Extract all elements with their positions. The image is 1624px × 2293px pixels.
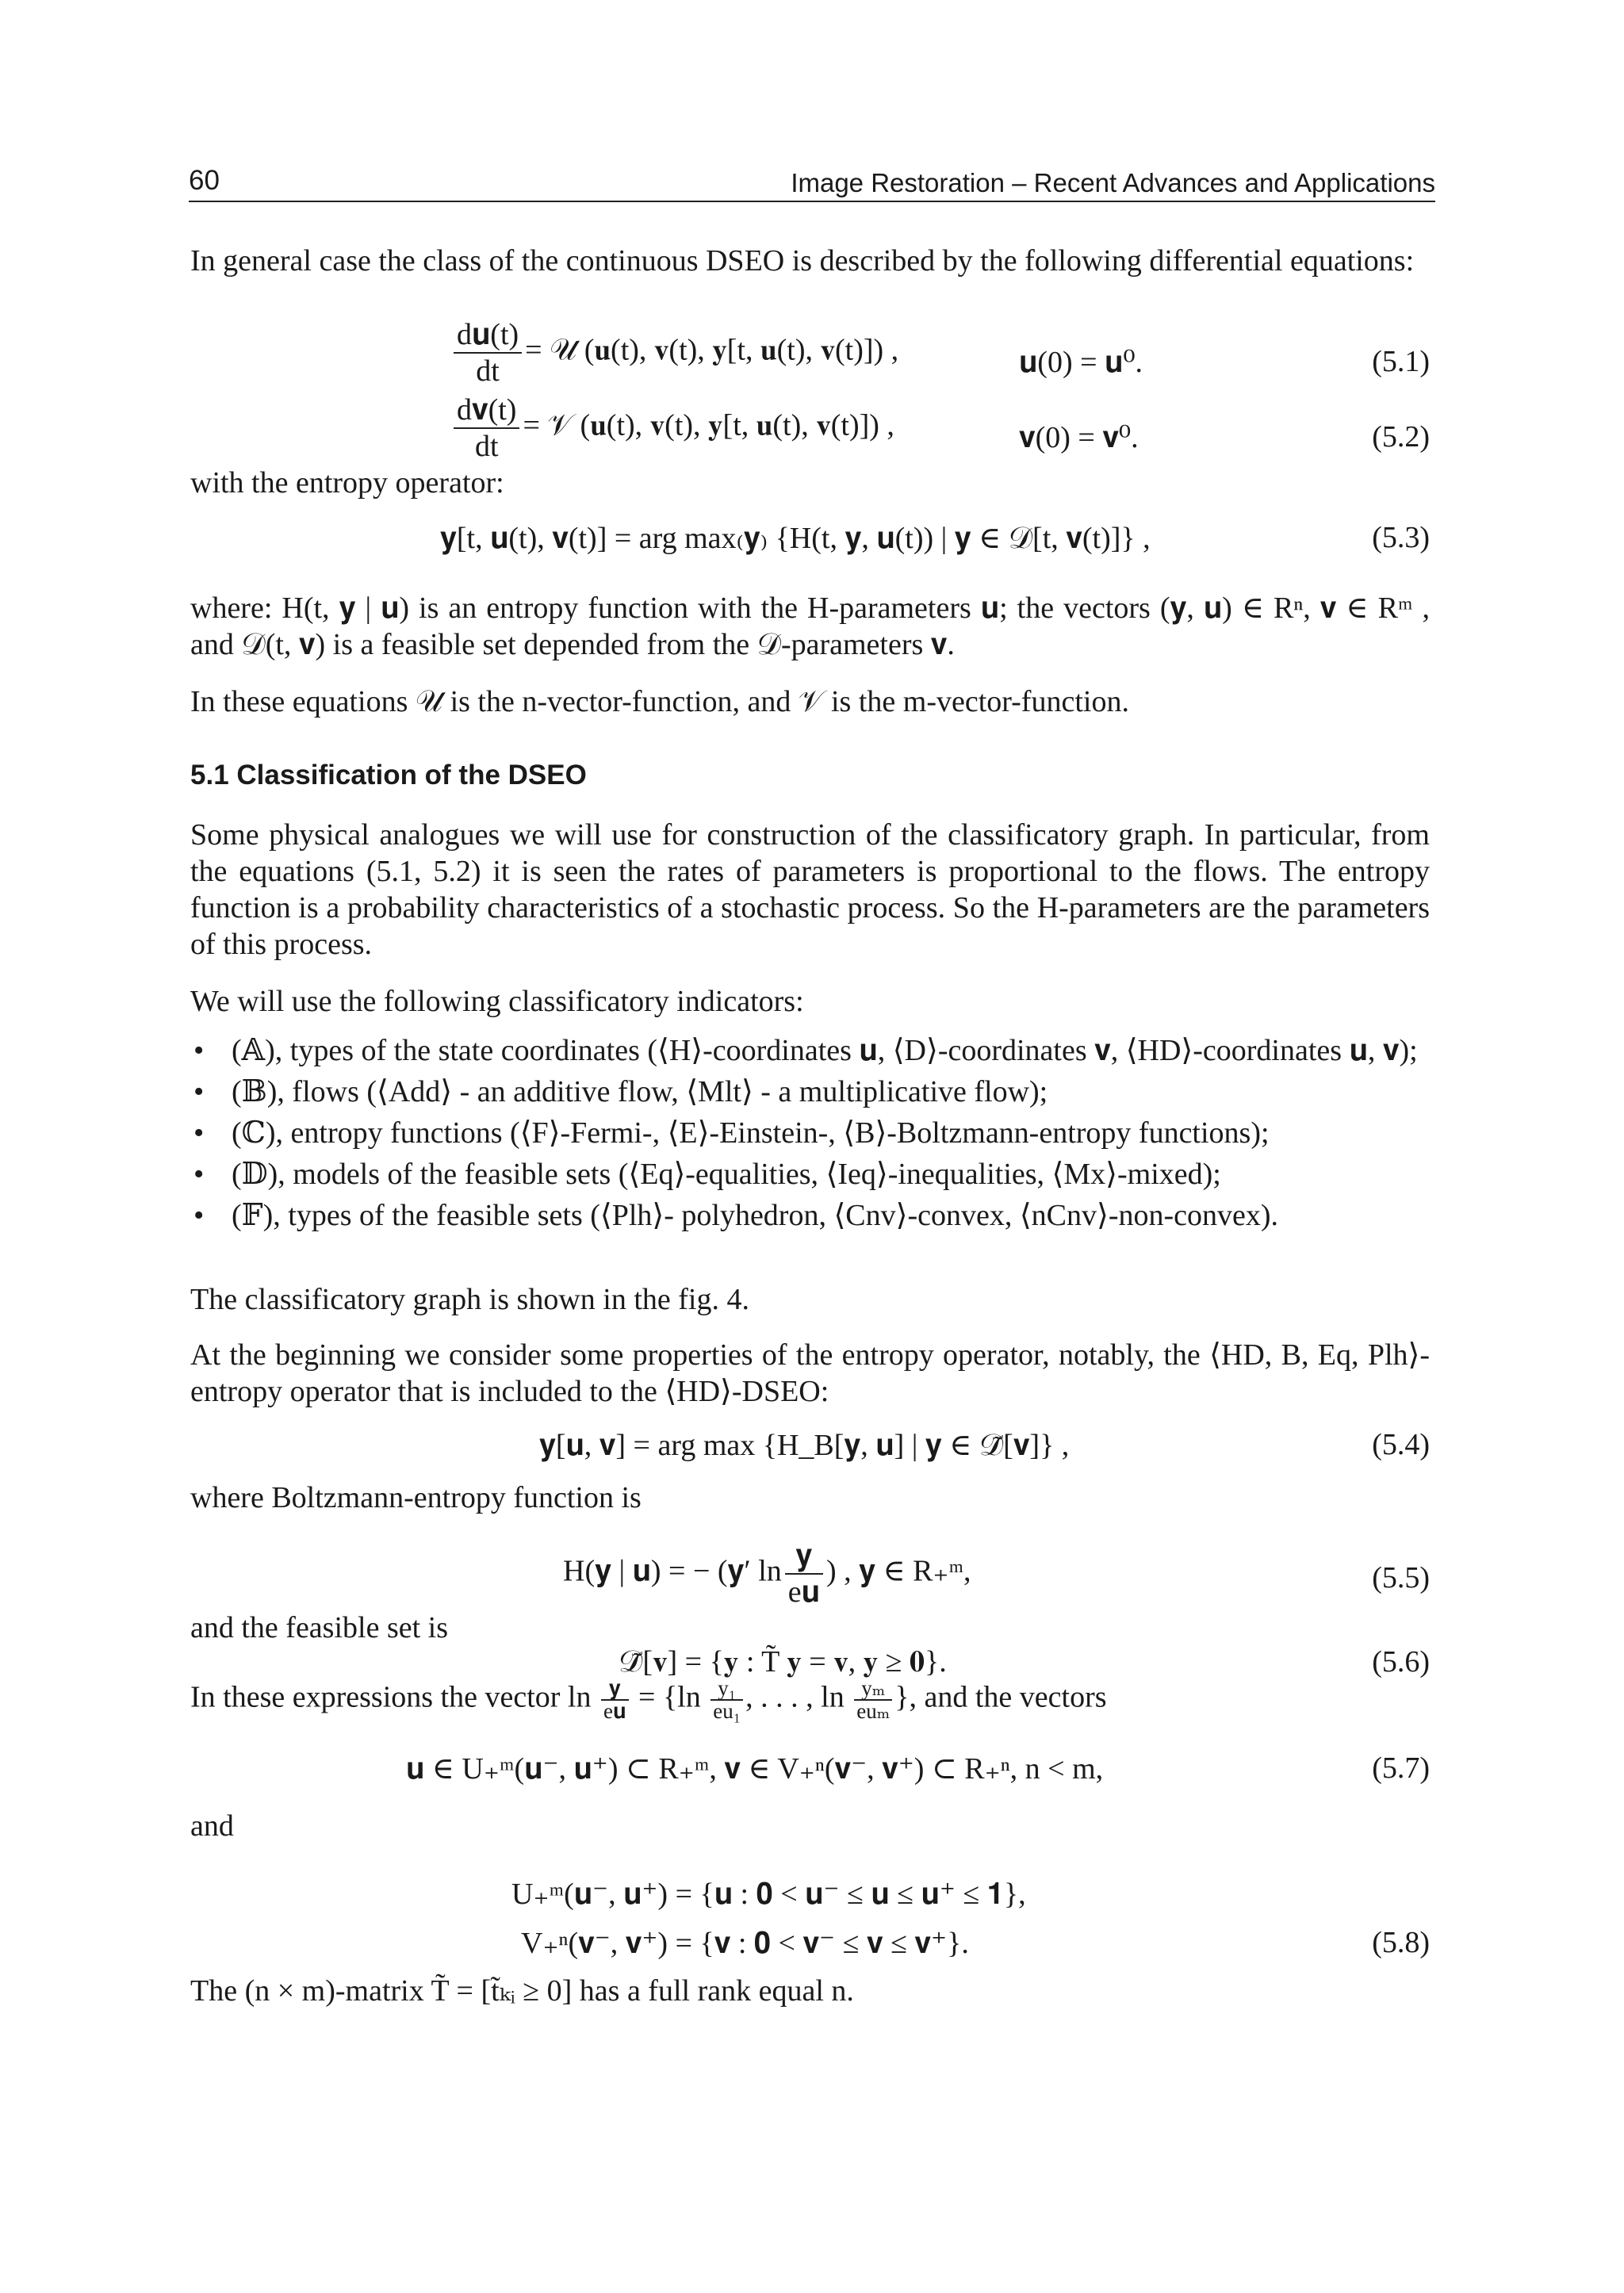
equation-5-1 <box>190 317 1430 396</box>
running-header <box>189 165 1435 200</box>
equation-5-4 <box>190 1427 1430 1467</box>
vector-functions-paragraph: In these equations 𝒰 is the n-vector-function, and 𝒱 is the m-vector-function. <box>190 685 1129 718</box>
list-item: • (𝔽), types of the feasible sets (⟨Plh⟩- polyhedron, ⟨Cnv⟩-convex, ⟨nCnv⟩-non-convex). <box>190 1197 1430 1234</box>
eq-5-5-fraction: $\frac{\text{𝐲}}{\text{e𝐮}}$ <box>785 1538 823 1610</box>
eq-5-8b-body: V₊ⁿ(𝐯⁻, 𝐯⁺) = {𝐯 : 𝟎 < 𝐯⁻ ≤ 𝐯 ≤ 𝐯⁺}. <box>521 1927 969 1960</box>
eq-5-5-label: (5.5) <box>1372 1561 1430 1594</box>
eq-5-1-rhs: = 𝒰 (𝐮(t), 𝐯(t), 𝐲[t, 𝐮(t), 𝐯(t)]) , <box>525 333 899 367</box>
where-paragraph: where: H(t, 𝐲 | 𝐮) is an entropy function with the H-parameters 𝐮; the vectors (𝐲, 𝐮) ∈ Rⁿ, 𝐯 ∈ Rᵐ , and 𝒟(t, 𝐯) is a feasible set depended from the 𝒟-parameters 𝐯. <box>190 591 1430 661</box>
section-paragraph-2: We will use the following classificatory indicators: <box>190 985 804 1018</box>
equation-5-8a <box>190 1876 1430 1916</box>
eq-5-6-label: (5.6) <box>1372 1645 1430 1679</box>
eq-5-1-fraction: $\frac{\text{d𝐮(t)}}{dt}$ <box>454 317 522 389</box>
eq-5-8a-body: U₊ᵐ(𝐮⁻, 𝐮⁺) = {𝐮 : 𝟎 < 𝐮⁻ ≤ 𝐮 ≤ 𝐮⁺ ≤ 𝟏}, <box>511 1878 1026 1911</box>
eq-5-2-initial: 𝐯(0) = 𝐯⁰. <box>1019 421 1139 454</box>
section-paragraph-4: At the beginning we consider some properties of the entropy operator, notably, the ⟨HD, B, Eq, Plh⟩-entropy operator that is included to the ⟨HD⟩-DSEO: <box>190 1338 1430 1408</box>
eq-5-6-body: 𝒟̃[𝐯] = {𝐲 : T̃ 𝐲 = 𝐯, 𝐲 ≥ 𝟎}. <box>619 1645 947 1679</box>
equation-5-7 <box>190 1751 1430 1790</box>
section-paragraph-1: Some physical analogues we will use for construction of the classificatory graph. In particular, from the equations (5.1, 5.2) it is seen the rates of parameters is proportional to the flows. The entropy function is a probability characteristics of a stochastic process. So the H-parameters are the parameters of this process. <box>190 818 1430 961</box>
list-item: • (𝔹), flows (⟨Add⟩ - an additive flow, ⟨Mlt⟩ - a multiplicative flow); <box>190 1074 1430 1110</box>
header-rule <box>189 201 1435 202</box>
section-heading: 5.1 Classification of the DSEO <box>190 760 587 790</box>
list-item: • (ℂ), entropy functions (⟨F⟩-Fermi-, ⟨E⟩-Einstein-, ⟨B⟩-Boltzmann-entropy functions); <box>190 1115 1430 1151</box>
matrix-sentence: The (n × m)-matrix T̃ = [t̃ₖᵢ ≥ 0] has a full rank equal n. <box>190 1974 854 2008</box>
eq-5-1-label: (5.1) <box>1372 345 1430 378</box>
equation-5-5: H(𝐲 | 𝐮) = − (𝐲′ ln $\frac{\text{𝐲}}{\text{e𝐮}}$ ) , 𝐲 ∈ R₊ᵐ, (5.5) <box>563 1539 1430 1609</box>
eq-5-8-label: (5.8) <box>1372 1926 1430 1959</box>
equation-5-8b <box>190 1925 1430 1965</box>
boltzmann-intro: where Boltzmann-entropy function is <box>190 1481 642 1514</box>
eq-5-4-body: 𝐲[𝐮, 𝐯] = arg max {H_B[𝐲, 𝐮] | 𝐲 ∈ 𝒟̃[𝐯]} , <box>539 1429 1070 1462</box>
eq-5-3-body: 𝐲[t, 𝐮(t), 𝐯(t)] = arg max₍𝐲₎ {H(t, 𝐲, 𝐮(t)) | 𝐲 ∈ 𝒟[t, 𝐯(t)]} , <box>440 522 1151 555</box>
entropy-operator-intro: with the entropy operator: <box>190 466 504 500</box>
eq-5-2-label: (5.2) <box>1372 420 1430 454</box>
eq-5-2-fraction: $\frac{\text{d𝐯(t)}}{dt}$ <box>454 392 519 464</box>
section-paragraph-3: The classificatory graph is shown in the fig. 4. <box>190 1283 749 1316</box>
list-item: • (𝔸), types of the state coordinates (⟨H⟩-coordinates 𝐮, ⟨D⟩-coordinates 𝐯, ⟨HD⟩-coordinates 𝐮, 𝐯); <box>190 1032 1430 1069</box>
book-title: Image Restoration – Recent Advances and Applications <box>791 168 1435 197</box>
feasible-set-intro: and the feasible set is <box>190 1611 449 1644</box>
intro-paragraph: In general case the class of the continuous DSEO is described by the following differential equations: <box>190 244 1415 278</box>
page-number: 60 <box>189 165 220 196</box>
eq-5-2-rhs: = 𝒱 (𝐮(t), 𝐯(t), 𝐲[t, 𝐮(t), 𝐯(t)]) , <box>523 408 894 442</box>
equation-5-3 <box>190 520 1430 560</box>
ln-vector-sentence: In these expressions the vector ln 𝐲 e𝐮 = {ln $\frac{\text{y₁}}{\text{eu₁}}$ , . . . , ln yₘ euₘ }, and the vectors <box>190 1676 1107 1723</box>
indicator-list <box>190 1032 1430 1238</box>
eq-5-3-label: (5.3) <box>1372 521 1430 554</box>
equation-5-2 <box>190 392 1430 472</box>
and-text: and <box>190 1809 234 1843</box>
eq-5-7-label: (5.7) <box>1372 1751 1430 1785</box>
eq-5-1-initial: 𝐮(0) = 𝐮⁰. <box>1019 346 1143 379</box>
eq-5-4-label: (5.4) <box>1372 1428 1430 1461</box>
eq-5-7-body: 𝐮 ∈ U₊ᵐ(𝐮⁻, 𝐮⁺) ⊂ R₊ᵐ, 𝐯 ∈ V₊ⁿ(𝐯⁻, 𝐯⁺) ⊂ R₊ⁿ, n < m, <box>406 1752 1104 1786</box>
list-item: • (𝔻), models of the feasible sets (⟨Eq⟩-equalities, ⟨Ieq⟩-inequalities, ⟨Mx⟩-mixed); <box>190 1156 1430 1192</box>
